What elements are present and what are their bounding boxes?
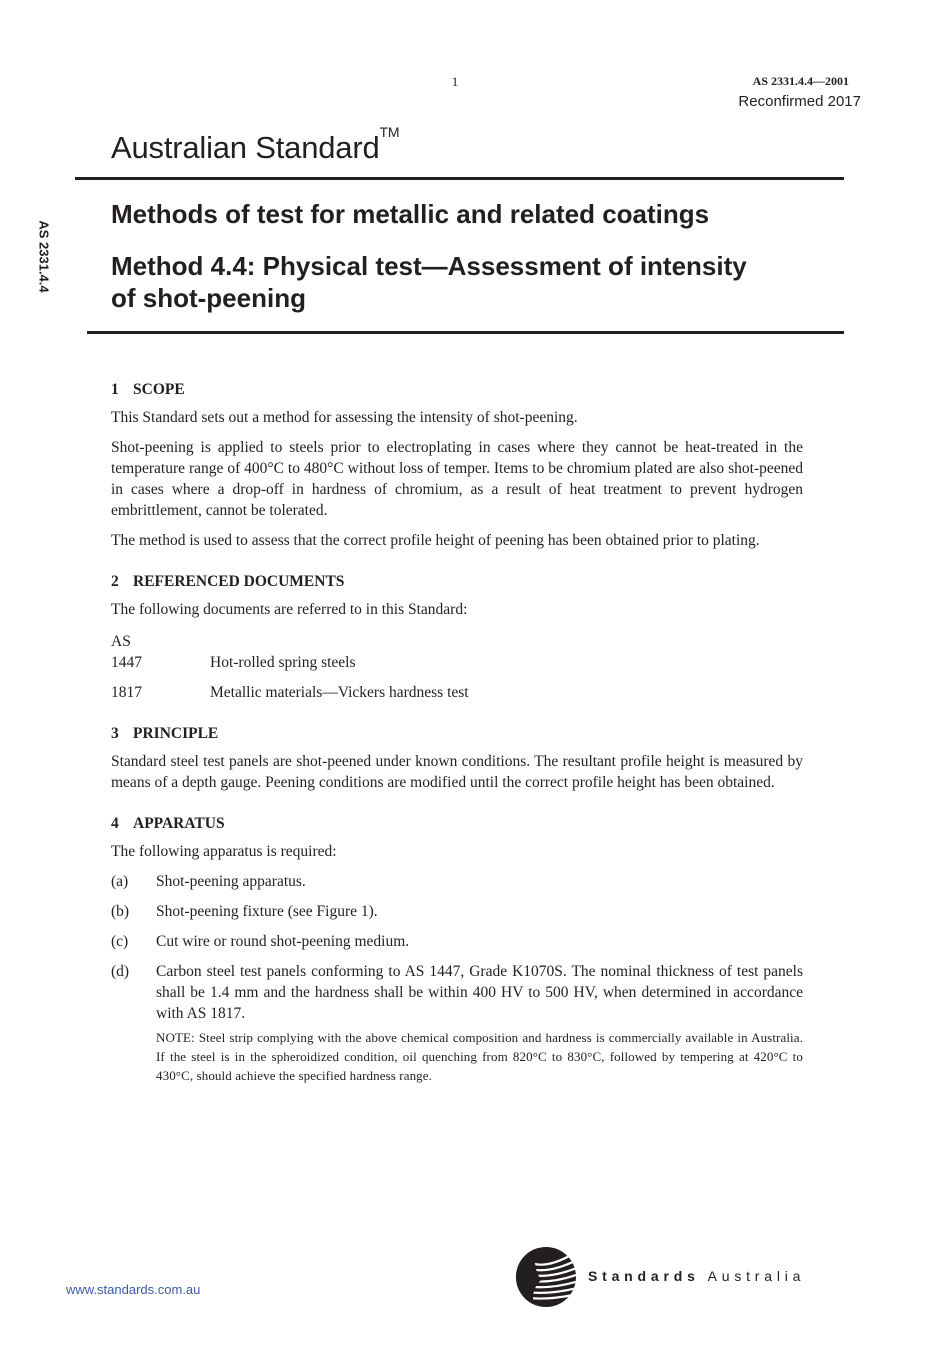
standards-australia-logo-icon: [515, 1246, 577, 1308]
section-heading: [111, 723, 803, 744]
logo-word-australia: Australia: [707, 1268, 806, 1284]
paragraph: Shot-peening is applied to steels prior to electroplating in cases where they cannot be heat-treated in the temperature range of 400°C to 480°C without loss of temper. Items to be chromium plated are also shot-peened in cases where a drop-off in hardness of chromium, as a result of heat treatment to prevent hydrogen embrittlement, cannot be tolerated.: [111, 439, 803, 519]
section-title: REFERENCED DOCUMENTS: [133, 573, 345, 590]
list-text: [156, 961, 803, 1085]
section-apparatus: [111, 813, 803, 1085]
brand-line: [111, 124, 400, 166]
list-item: [111, 961, 803, 1085]
standards-australia-logo: [515, 1246, 865, 1308]
list-label: (c): [111, 933, 129, 950]
list-text: Shot-peening apparatus.: [156, 873, 306, 890]
side-standard-code: AS 2331.4.4: [36, 220, 52, 293]
logo-wordmark: [588, 1268, 805, 1284]
reference-title: Hot-rolled spring steels: [210, 654, 356, 671]
standard-code: AS 2331.4.4—2001: [752, 74, 849, 88]
title-rule-top: [75, 177, 844, 180]
list-item: [111, 931, 803, 952]
reference-prefix: AS: [111, 633, 131, 650]
section-number: 4: [111, 815, 119, 832]
section-title: APPARATUS: [133, 815, 225, 832]
list-text-body: Carbon steel test panels conforming to AS 1447, Grade K1070S. The nominal thickness of test panels shall be 1.4 mm and the hardness shall be within 400 HV to 500 HV, when determined in accordance with AS 1817.: [156, 963, 803, 1022]
reference-row: [111, 682, 803, 703]
list-item: [111, 871, 803, 892]
website-link[interactable]: www.standards.com.au: [66, 1282, 201, 1297]
section-title: PRINCIPLE: [133, 725, 219, 742]
list-label: (b): [111, 903, 130, 920]
section-number: 2: [111, 573, 119, 590]
paragraph: The following apparatus is required:: [111, 843, 337, 860]
list-text: Cut wire or round shot-peening medium.: [156, 933, 410, 950]
document-title: Methods of test for metallic and related coatings: [111, 199, 710, 229]
section-heading: [111, 571, 803, 592]
section-principle: [111, 723, 803, 793]
reference-title: Metallic materials—Vickers hardness test: [210, 684, 469, 701]
list-label: (a): [111, 873, 129, 890]
note: NOTE: Steel strip complying with the above chemical composition and hardness is commercially available in Australia. If the steel is in the spheroidized condition, oil quenching from 820°C to 830°C, followed by tempering at 420°C to 430°C, should achieve the specified hardness range.: [156, 1030, 803, 1083]
document-body: [111, 379, 803, 1105]
title-rule-bottom: [87, 331, 844, 334]
section-heading: [111, 813, 803, 834]
brand-name: Australian Standard: [111, 130, 380, 165]
reconfirmed-label: Reconfirmed 2017: [738, 93, 861, 110]
paragraph: This Standard sets out a method for assessing the intensity of shot-peening.: [111, 409, 578, 426]
paragraph: The following documents are referred to in this Standard:: [111, 601, 468, 618]
section-scope: [111, 379, 803, 551]
reference-list: [111, 632, 803, 703]
section-number: 1: [111, 381, 119, 398]
logo-word-standards: Standards: [588, 1268, 700, 1284]
section-heading: [111, 379, 803, 400]
trademark-mark: TM: [379, 124, 400, 140]
section-title: SCOPE: [133, 381, 185, 398]
section-number: 3: [111, 725, 119, 742]
document-subtitle: Method 4.4: Physical test—Assessment of intensity of shot-peening: [111, 251, 747, 313]
paragraph: The method is used to assess that the correct profile height of peening has been obtained prior to plating.: [111, 532, 760, 549]
page-number: 1: [451, 74, 459, 89]
section-referenced-documents: [111, 571, 803, 703]
reference-number: 1447: [111, 654, 142, 671]
paragraph: Standard steel test panels are shot-peened under known conditions. The resultant profile height is measured by means of a depth gauge. Peening conditions are modified until the correct profile height has been obtained.: [111, 753, 803, 791]
reference-number: 1817: [111, 684, 142, 701]
list-item: [111, 901, 803, 922]
list-text: Shot-peening fixture (see Figure 1).: [156, 903, 378, 920]
list-label: (d): [111, 963, 130, 980]
reference-row: [111, 652, 803, 673]
